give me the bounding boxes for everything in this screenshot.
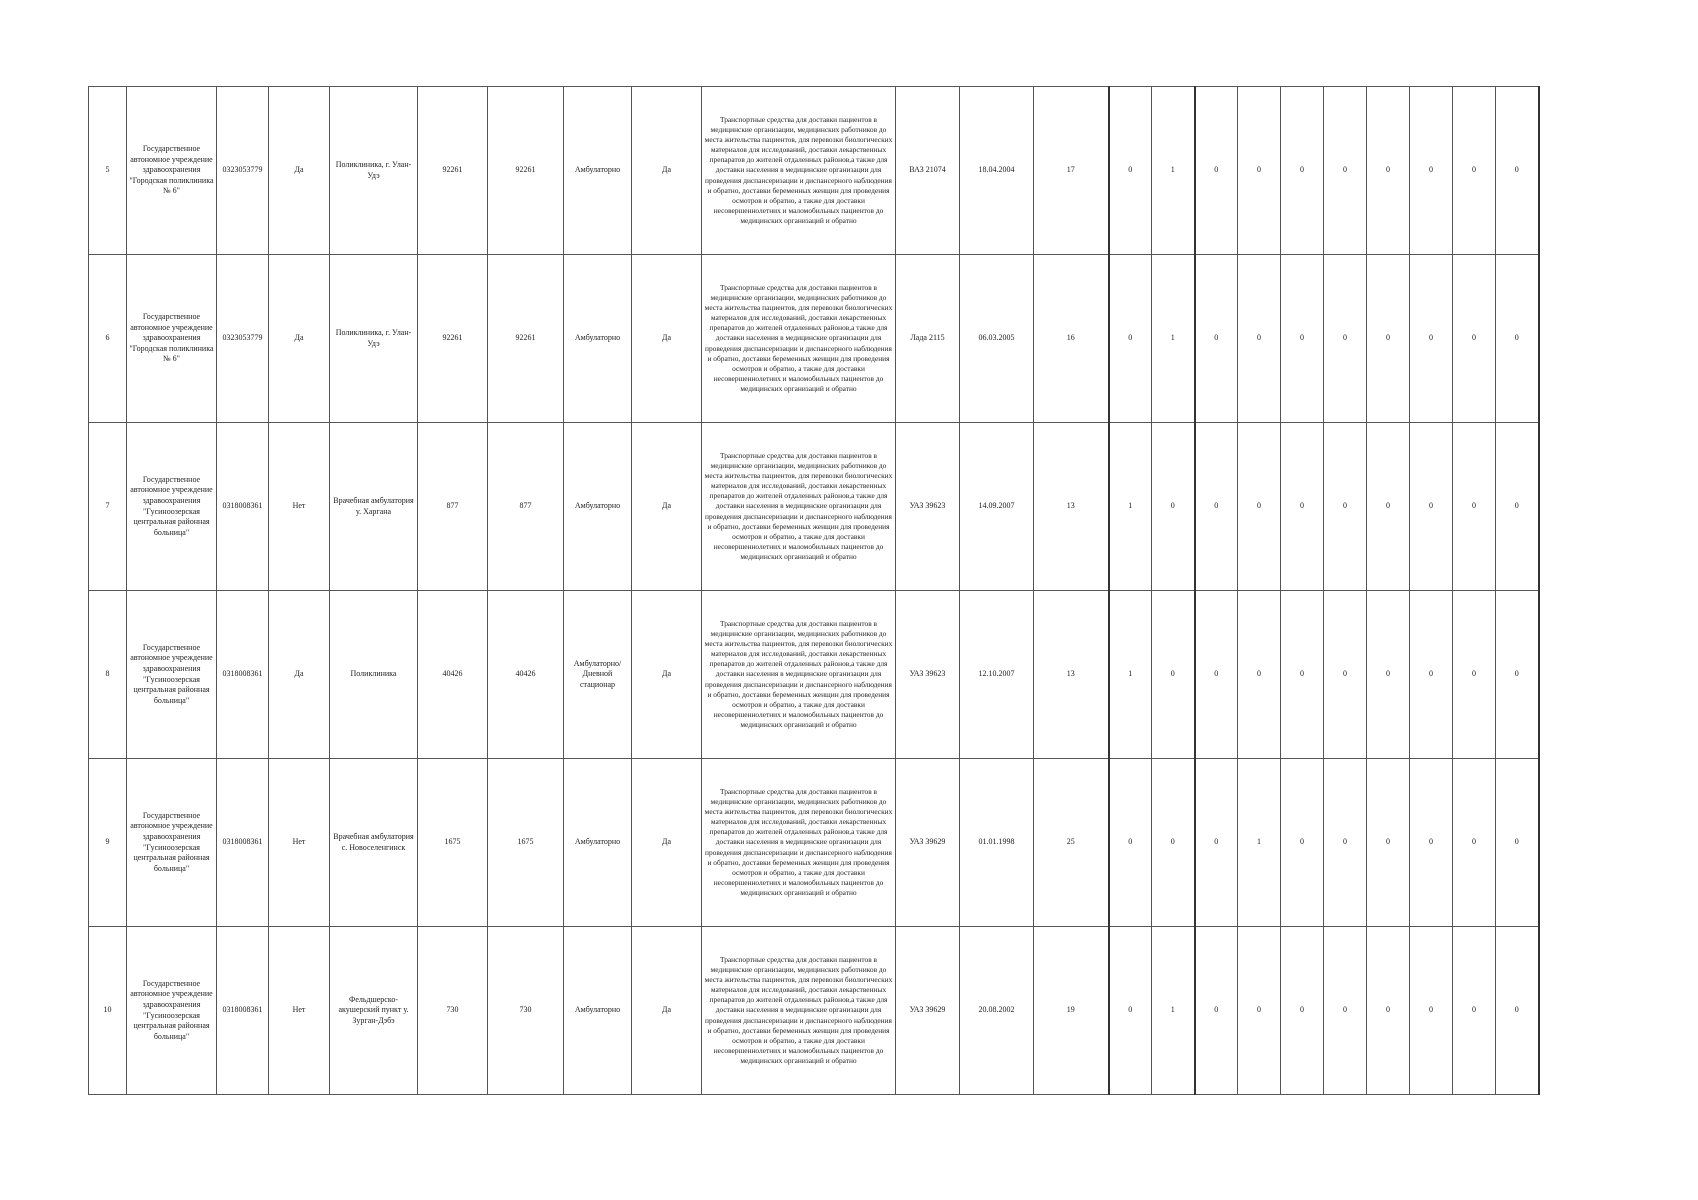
count-cell-c9: 0 bbox=[1453, 255, 1496, 423]
count-cell-c10: 0 bbox=[1496, 927, 1539, 1095]
vehicle-age-cell: 16 bbox=[1034, 255, 1109, 423]
count-cell-c6: 0 bbox=[1324, 591, 1367, 759]
count-cell-c3: 0 bbox=[1195, 423, 1238, 591]
inn-cell: 0318008361 bbox=[217, 423, 269, 591]
unit-cell: Врачебная амбулатория с. Новоселенгинск bbox=[330, 759, 418, 927]
organization-cell: Государственное автономное учреждение здравоохранения "Гусиноозерская центральная районная больница" bbox=[127, 927, 217, 1095]
inn-cell: 0318008361 bbox=[217, 759, 269, 927]
vehicle-model-cell: УАЗ 39629 bbox=[896, 927, 960, 1095]
unit-cell: Фельдшерско-акушерский пункт у. Зурган-Дэбэ bbox=[330, 927, 418, 1095]
count-cell-c4: 0 bbox=[1238, 927, 1281, 1095]
care-type-cell: Амбулаторно/Дневной стационар bbox=[564, 591, 632, 759]
inn-cell: 0318008361 bbox=[217, 591, 269, 759]
count-cell-c5: 0 bbox=[1281, 927, 1324, 1095]
row-number-cell: 10 bbox=[89, 927, 127, 1095]
count-cell-c9: 0 bbox=[1453, 591, 1496, 759]
count-cell-c3: 0 bbox=[1195, 591, 1238, 759]
inn-cell: 0323053779 bbox=[217, 87, 269, 255]
count-cell-c4: 1 bbox=[1238, 759, 1281, 927]
row-number-cell: 8 bbox=[89, 591, 127, 759]
vehicle-model-cell: Лада 2115 bbox=[896, 255, 960, 423]
count-cell-c8: 0 bbox=[1410, 87, 1453, 255]
vehicle-age-cell: 19 bbox=[1034, 927, 1109, 1095]
count-cell-c9: 0 bbox=[1453, 87, 1496, 255]
flag-cell: Нет bbox=[269, 759, 330, 927]
served-population-cell: 92261 bbox=[488, 87, 564, 255]
flag2-cell: Да bbox=[632, 423, 702, 591]
count-cell-c6: 0 bbox=[1324, 423, 1367, 591]
table-row bbox=[89, 423, 1539, 591]
organization-cell: Государственное автономное учреждение здравоохранения "Городская поликлиника № 6" bbox=[127, 255, 217, 423]
count-cell-c6: 0 bbox=[1324, 255, 1367, 423]
population-cell: 92261 bbox=[418, 255, 488, 423]
purpose-cell: Транспортные средства для доставки пациентов в медицинские организации, медицинских работников до места жительства пациентов, для перевозки биологических материалов для исследований, доставки лекарственных препаратов до жителей отдаленных районов,а также для доставки населения в медицинские организации для проведения диспансеризации и диспансерного наблюдения и обратно, доставки беременных женщин для проведения осмотров и обратно, а также для доставки несовершеннолетних и маломобильных пациентов до медицинских организаций и обратно bbox=[702, 759, 896, 927]
row-number-cell: 6 bbox=[89, 255, 127, 423]
care-type-cell: Амбулаторно bbox=[564, 87, 632, 255]
flag2-cell: Да bbox=[632, 87, 702, 255]
count-cell-c1: 1 bbox=[1109, 591, 1152, 759]
registration-date-cell: 20.08.2002 bbox=[960, 927, 1034, 1095]
count-cell-c9: 0 bbox=[1453, 423, 1496, 591]
count-cell-c5: 0 bbox=[1281, 423, 1324, 591]
count-cell-c6: 0 bbox=[1324, 87, 1367, 255]
unit-cell: Поликлиника bbox=[330, 591, 418, 759]
served-population-cell: 877 bbox=[488, 423, 564, 591]
count-cell-c3: 0 bbox=[1195, 759, 1238, 927]
count-cell-c6: 0 bbox=[1324, 927, 1367, 1095]
count-cell-c3: 0 bbox=[1195, 87, 1238, 255]
vehicle-age-cell: 17 bbox=[1034, 87, 1109, 255]
count-cell-c5: 0 bbox=[1281, 759, 1324, 927]
population-cell: 730 bbox=[418, 927, 488, 1095]
count-cell-c4: 0 bbox=[1238, 423, 1281, 591]
count-cell-c10: 0 bbox=[1496, 591, 1539, 759]
count-cell-c8: 0 bbox=[1410, 759, 1453, 927]
organization-cell: Государственное автономное учреждение здравоохранения "Городская поликлиника № 6" bbox=[127, 87, 217, 255]
purpose-cell: Транспортные средства для доставки пациентов в медицинские организации, медицинских работников до места жительства пациентов, для перевозки биологических материалов для исследований, доставки лекарственных препаратов до жителей отдаленных районов,а также для доставки населения в медицинские организации для проведения диспансеризации и диспансерного наблюдения и обратно, доставки беременных женщин для проведения осмотров и обратно, а также для доставки несовершеннолетних и маломобильных пациентов до медицинских организаций и обратно bbox=[702, 87, 896, 255]
vehicle-age-cell: 13 bbox=[1034, 423, 1109, 591]
table-row bbox=[89, 927, 1539, 1095]
unit-cell: Поликлиника, г. Улан-Удэ bbox=[330, 87, 418, 255]
organization-cell: Государственное автономное учреждение здравоохранения "Гусиноозерская центральная районная больница" bbox=[127, 759, 217, 927]
population-cell: 40426 bbox=[418, 591, 488, 759]
count-cell-c5: 0 bbox=[1281, 591, 1324, 759]
count-cell-c1: 0 bbox=[1109, 87, 1152, 255]
purpose-cell: Транспортные средства для доставки пациентов в медицинские организации, медицинских работников до места жительства пациентов, для перевозки биологических материалов для исследований, доставки лекарственных препаратов до жителей отдаленных районов,а также для доставки населения в медицинские организации для проведения диспансеризации и диспансерного наблюдения и обратно, доставки беременных женщин для проведения осмотров и обратно, а также для доставки несовершеннолетних и маломобильных пациентов до медицинских организаций и обратно bbox=[702, 423, 896, 591]
registration-date-cell: 18.04.2004 bbox=[960, 87, 1034, 255]
row-number-cell: 9 bbox=[89, 759, 127, 927]
care-type-cell: Амбулаторно bbox=[564, 423, 632, 591]
count-cell-c1: 1 bbox=[1109, 423, 1152, 591]
population-cell: 92261 bbox=[418, 87, 488, 255]
row-number-cell: 5 bbox=[89, 87, 127, 255]
count-cell-c1: 0 bbox=[1109, 255, 1152, 423]
vehicle-age-cell: 25 bbox=[1034, 759, 1109, 927]
table-row bbox=[89, 255, 1539, 423]
count-cell-c10: 0 bbox=[1496, 759, 1539, 927]
table-row bbox=[89, 759, 1539, 927]
registration-date-cell: 14.09.2007 bbox=[960, 423, 1034, 591]
flag2-cell: Да bbox=[632, 759, 702, 927]
registration-date-cell: 01.01.1998 bbox=[960, 759, 1034, 927]
count-cell-c8: 0 bbox=[1410, 255, 1453, 423]
flag-cell: Да bbox=[269, 591, 330, 759]
count-cell-c4: 0 bbox=[1238, 255, 1281, 423]
table-row bbox=[89, 591, 1539, 759]
count-cell-c2: 1 bbox=[1152, 927, 1195, 1095]
count-cell-c7: 0 bbox=[1367, 591, 1410, 759]
count-cell-c7: 0 bbox=[1367, 759, 1410, 927]
count-cell-c10: 0 bbox=[1496, 423, 1539, 591]
registration-date-cell: 12.10.2007 bbox=[960, 591, 1034, 759]
inn-cell: 0323053779 bbox=[217, 255, 269, 423]
flag2-cell: Да bbox=[632, 255, 702, 423]
row-number-cell: 7 bbox=[89, 423, 127, 591]
flag-cell: Да bbox=[269, 87, 330, 255]
vehicle-model-cell: ВАЗ 21074 bbox=[896, 87, 960, 255]
population-cell: 877 bbox=[418, 423, 488, 591]
count-cell-c7: 0 bbox=[1367, 423, 1410, 591]
count-cell-c7: 0 bbox=[1367, 255, 1410, 423]
vehicles-table bbox=[88, 86, 1540, 1095]
count-cell-c8: 0 bbox=[1410, 927, 1453, 1095]
count-cell-c8: 0 bbox=[1410, 591, 1453, 759]
count-cell-c3: 0 bbox=[1195, 927, 1238, 1095]
care-type-cell: Амбулаторно bbox=[564, 255, 632, 423]
care-type-cell: Амбулаторно bbox=[564, 759, 632, 927]
organization-cell: Государственное автономное учреждение здравоохранения "Гусиноозерская центральная районная больница" bbox=[127, 423, 217, 591]
served-population-cell: 92261 bbox=[488, 255, 564, 423]
purpose-cell: Транспортные средства для доставки пациентов в медицинские организации, медицинских работников до места жительства пациентов, для перевозки биологических материалов для исследований, доставки лекарственных препаратов до жителей отдаленных районов,а также для доставки населения в медицинские организации для проведения диспансеризации и диспансерного наблюдения и обратно, доставки беременных женщин для проведения осмотров и обратно, а также для доставки несовершеннолетних и маломобильных пациентов до медицинских организаций и обратно bbox=[702, 591, 896, 759]
table-body bbox=[89, 87, 1539, 1095]
count-cell-c2: 1 bbox=[1152, 255, 1195, 423]
count-cell-c10: 0 bbox=[1496, 255, 1539, 423]
vehicle-model-cell: УАЗ 39623 bbox=[896, 591, 960, 759]
served-population-cell: 730 bbox=[488, 927, 564, 1095]
count-cell-c1: 0 bbox=[1109, 759, 1152, 927]
count-cell-c8: 0 bbox=[1410, 423, 1453, 591]
count-cell-c9: 0 bbox=[1453, 927, 1496, 1095]
count-cell-c7: 0 bbox=[1367, 87, 1410, 255]
vehicle-model-cell: УАЗ 39629 bbox=[896, 759, 960, 927]
count-cell-c4: 0 bbox=[1238, 591, 1281, 759]
flag2-cell: Да bbox=[632, 591, 702, 759]
purpose-cell: Транспортные средства для доставки пациентов в медицинские организации, медицинских работников до места жительства пациентов, для перевозки биологических материалов для исследований, доставки лекарственных препаратов до жителей отдаленных районов,а также для доставки населения в медицинские организации для проведения диспансеризации и диспансерного наблюдения и обратно, доставки беременных женщин для проведения осмотров и обратно, а также для доставки несовершеннолетних и маломобильных пациентов до медицинских организаций и обратно bbox=[702, 927, 896, 1095]
organization-cell: Государственное автономное учреждение здравоохранения "Гусиноозерская центральная районная больница" bbox=[127, 591, 217, 759]
unit-cell: Поликлиника, г. Улан-Удэ bbox=[330, 255, 418, 423]
count-cell-c5: 0 bbox=[1281, 87, 1324, 255]
vehicle-model-cell: УАЗ 39623 bbox=[896, 423, 960, 591]
count-cell-c1: 0 bbox=[1109, 927, 1152, 1095]
population-cell: 1675 bbox=[418, 759, 488, 927]
count-cell-c2: 1 bbox=[1152, 87, 1195, 255]
served-population-cell: 40426 bbox=[488, 591, 564, 759]
count-cell-c4: 0 bbox=[1238, 87, 1281, 255]
count-cell-c5: 0 bbox=[1281, 255, 1324, 423]
count-cell-c9: 0 bbox=[1453, 759, 1496, 927]
inn-cell: 0318008361 bbox=[217, 927, 269, 1095]
count-cell-c2: 0 bbox=[1152, 423, 1195, 591]
purpose-cell: Транспортные средства для доставки пациентов в медицинские организации, медицинских работников до места жительства пациентов, для перевозки биологических материалов для исследований, доставки лекарственных препаратов до жителей отдаленных районов,а также для доставки населения в медицинские организации для проведения диспансеризации и диспансерного наблюдения и обратно, доставки беременных женщин для проведения осмотров и обратно, а также для доставки несовершеннолетних и маломобильных пациентов до медицинских организаций и обратно bbox=[702, 255, 896, 423]
registration-date-cell: 06.03.2005 bbox=[960, 255, 1034, 423]
count-cell-c10: 0 bbox=[1496, 87, 1539, 255]
flag-cell: Да bbox=[269, 255, 330, 423]
table-row bbox=[89, 87, 1539, 255]
count-cell-c6: 0 bbox=[1324, 759, 1367, 927]
flag-cell: Нет bbox=[269, 927, 330, 1095]
vehicle-age-cell: 13 bbox=[1034, 591, 1109, 759]
count-cell-c7: 0 bbox=[1367, 927, 1410, 1095]
care-type-cell: Амбулаторно bbox=[564, 927, 632, 1095]
flag2-cell: Да bbox=[632, 927, 702, 1095]
unit-cell: Врачебная амбулатория у. Харгана bbox=[330, 423, 418, 591]
count-cell-c2: 0 bbox=[1152, 591, 1195, 759]
count-cell-c2: 0 bbox=[1152, 759, 1195, 927]
served-population-cell: 1675 bbox=[488, 759, 564, 927]
count-cell-c3: 0 bbox=[1195, 255, 1238, 423]
flag-cell: Нет bbox=[269, 423, 330, 591]
